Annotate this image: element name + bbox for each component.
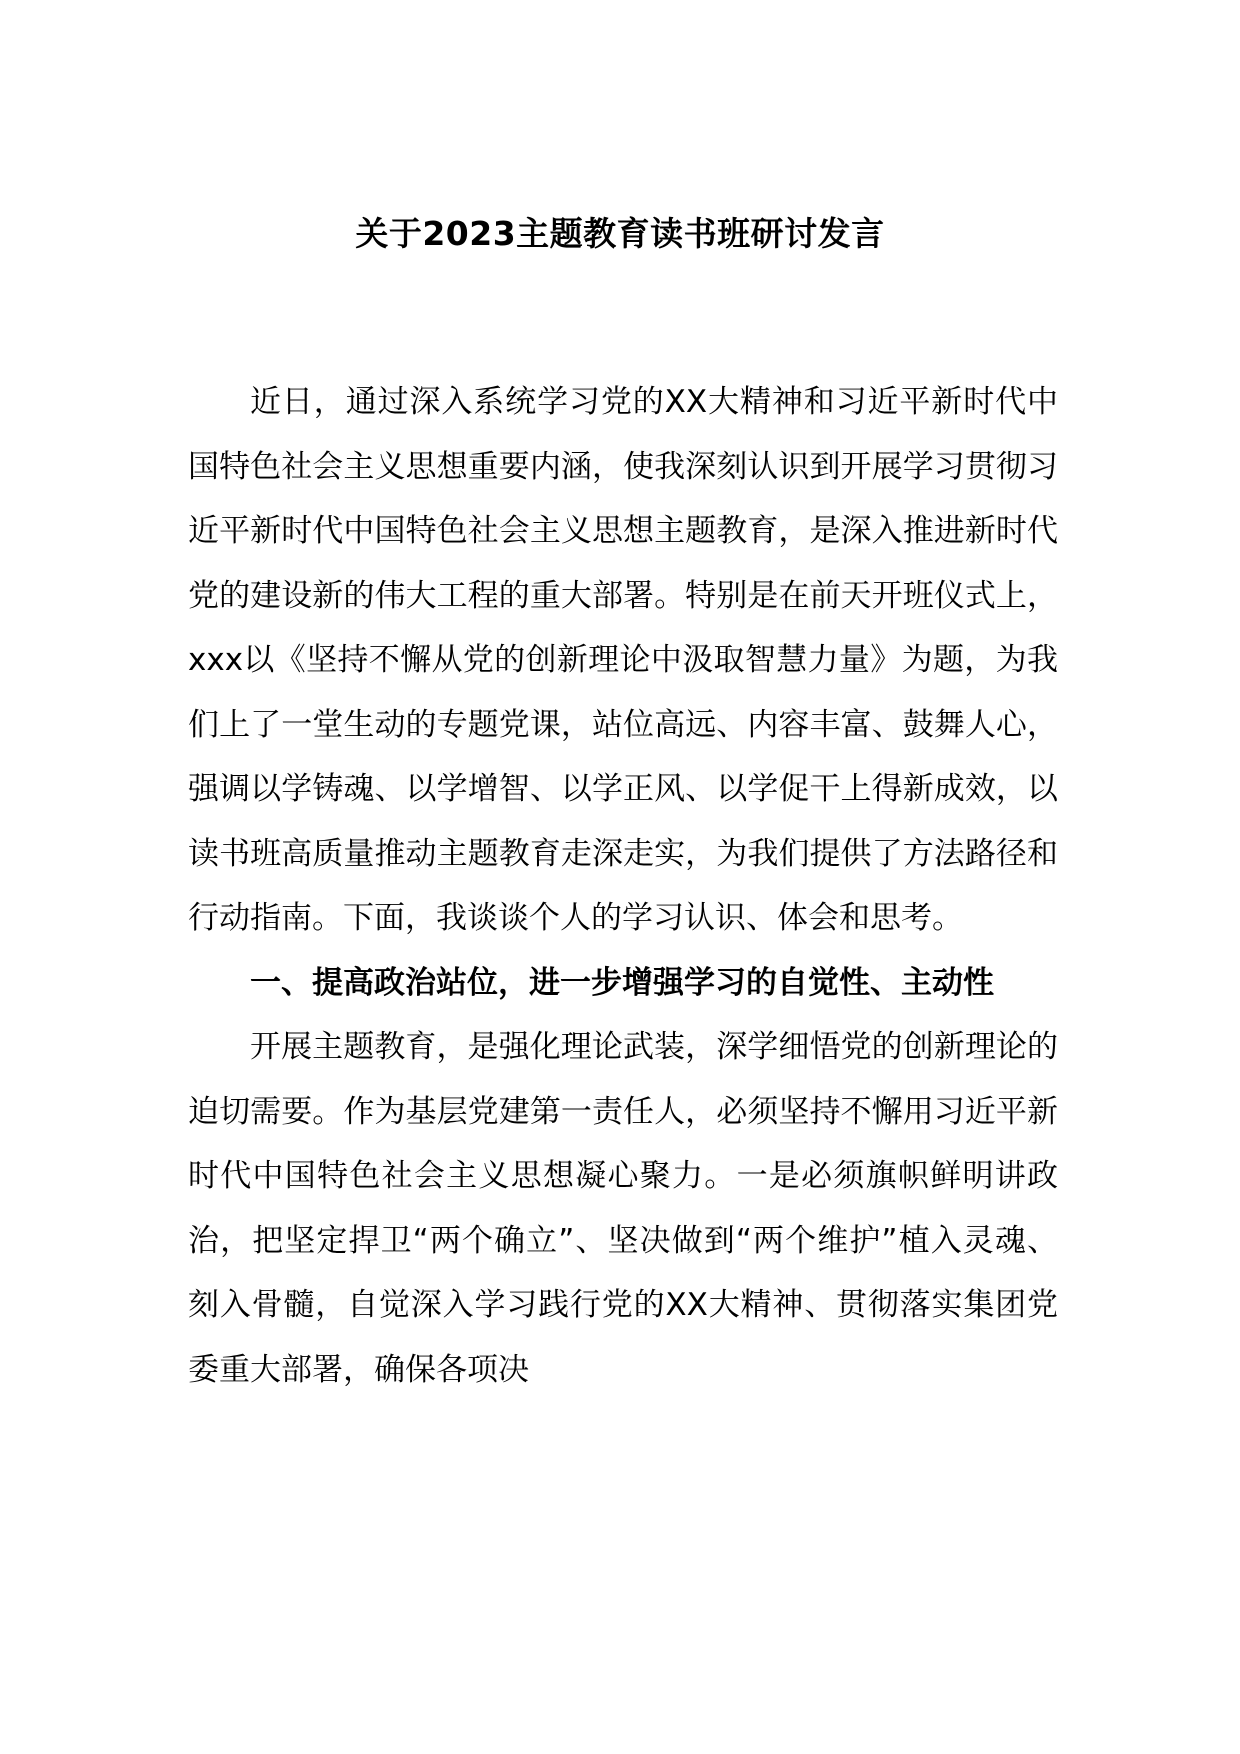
document-title: 关于2023主题教育读书班研讨发言 xyxy=(355,214,885,253)
document-body xyxy=(188,370,1058,1402)
section-heading-1: 一、提高政治站位，进一步增强学习的自觉性、主动性 xyxy=(250,964,994,1001)
body-paragraph-section-1: 开展主题教育，是强化理论武装，深学细悟党的创新理论的迫切需要。作为基层党建第一责任人，必须坚持不懈用习近平新时代中国特色社会主义思想凝心聚力。一是必须旗帜鲜明讲政治，把坚定捍卫“两个确立”、坚决做到“两个维护”植入灵魂、刻入骨髓，自觉深入学习践行党的XX大精神、贯彻落实集团党委重大部署，确保各项决 xyxy=(188,1029,1058,1388)
body-paragraph-intro: 近日，通过深入系统学习党的XX大精神和习近平新时代中国特色社会主义思想重要内涵，使我深刻认识到开展学习贯彻习近平新时代中国特色社会主义思想主题教育，是深入推进新时代党的建设新的伟大工程的重大部署。特别是在前天开班仪式上，xxx以《坚持不懈从党的创新理论中汲取智慧力量》为题，为我们上了一堂生动的专题党课，站位高远、内容丰富、鼓舞人心，强调以学铸魂、以学增智、以学正风、以学促干上得新成效，以读书班高质量推动主题教育走深走实，为我们提供了方法路径和行动指南。下面，我谈谈个人的学习认识、体会和思考。 xyxy=(188,384,1058,936)
